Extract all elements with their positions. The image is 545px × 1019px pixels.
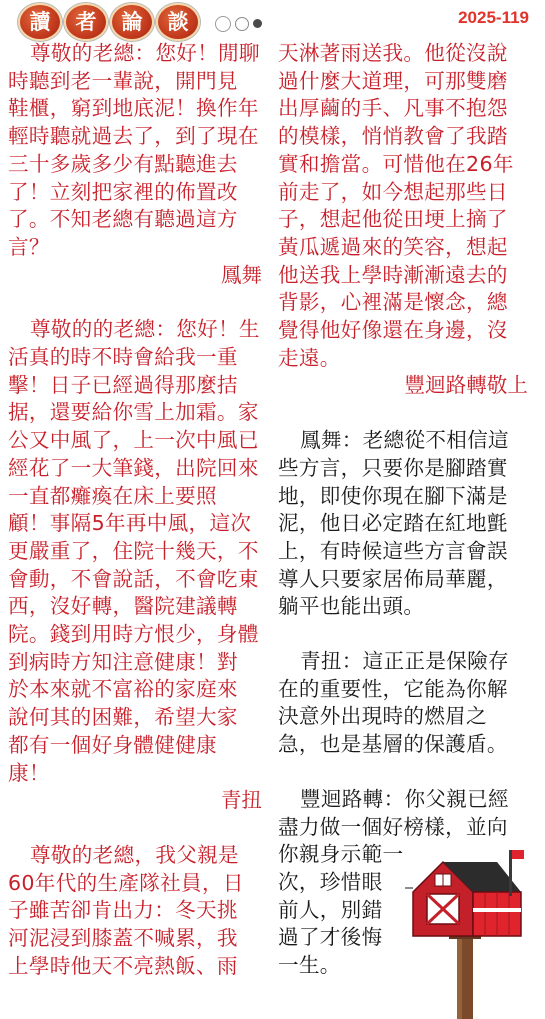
text-line: 豐迴路轉：你父親已經 [300,786,509,811]
text-line: 尊敬的老總，我父親是 [30,842,239,867]
text-line: 擊！日子已經過得那麼拮 [8,372,238,397]
text-line: 院。錢到用時方恨少，身體 [8,622,259,647]
text-line: 言？ [8,234,50,259]
text-line: 康！ [8,760,50,785]
text-line: 60年代的生產隊社員，日 [8,870,244,895]
header-badge-2: 者 [64,3,108,41]
text-line: 活真的時不時會給我一重 [8,345,238,370]
reply-fengwu [278,427,528,621]
mailbox-icon [405,848,525,1019]
text-line: 到病時方知注意健康！對 [8,649,238,674]
text-line: 一生。 [278,953,341,978]
letter-fengwei-part1 [8,842,262,981]
text-line: 黃瓜遞過來的笑容，想起 [278,234,508,259]
header-badge-3: 論 [110,3,154,41]
letter-fengwei-part2 [278,40,528,372]
text-line: 急，也是基層的保護盾。 [278,732,508,757]
text-line: 背影，心裡滿是懷念，總 [278,290,508,315]
signature-qingniu: 青扭 [220,788,262,813]
column-header [0,0,545,40]
text-line: 据，還要給你雪上加霜。家 [8,400,259,425]
text-line: 鳳舞：老總從不相信這 [300,428,509,453]
text-line: 次，珍惜眼 [278,869,383,894]
text-line: 輕時聽就過去了，到了現在 [8,124,259,149]
right-column [278,40,528,980]
text-line: 三十多歲多少有點聽進去 [8,151,238,176]
dot-large-icon [215,16,231,32]
text-line: 西，沒好轉，醫院建議轉 [8,594,238,619]
text-line: 覺得他好像還在身邊，沒 [278,318,508,343]
text-line: 天淋著雨送我。他從沒說 [278,41,508,65]
reply-qingniu [278,648,528,759]
text-line: 上，有時候這些方言會誤 [278,538,508,563]
text-line: 子，想起他從田埂上摘了 [278,207,508,232]
header-badge-4: 談 [156,3,200,41]
text-line: 一直都癱瘓在床上要照 [8,483,217,508]
issue-number: 2025-119 [458,8,529,27]
text-line: 的模樣，悄悄教會了我踏 [278,124,508,149]
signature-fengwu: 鳳舞 [220,262,262,287]
text-line: 過什麼大道理，可那雙磨 [278,68,508,93]
text-line: 尊敬的老總：您好！閒聊 [30,41,260,65]
text-line: 了。不知老總有聽過這方 [8,207,238,232]
text-line: 導人只要家居佈局華麗， [278,566,508,591]
text-line: 都有一個好身體健健康 [8,732,217,757]
letter-fengwu [8,40,262,262]
text-line: 於本來就不富裕的家庭來 [8,677,238,702]
text-line: 時聽到老一輩說，開門見 [8,68,238,93]
text-line: 地，即使你現在腳下滿是 [278,483,508,508]
text-line: 經花了一大筆錢，出院回來 [8,455,259,480]
text-line: 盡力做一個好榜樣，並向 [278,814,508,839]
dot-medium-icon [235,17,249,31]
letter-qingniu [8,316,262,787]
text-line: 了！立刻把家裡的佈置改 [8,179,238,204]
left-column [8,40,262,981]
text-line: 過了才後悔 [278,925,383,950]
text-line: 決意外出現時的燃眉之 [278,704,487,729]
dot-small-icon [253,19,262,28]
text-line: 上學時他天不亮熱飯、雨 [8,953,238,978]
text-line: 尊敬的的老總：您好！生 [30,317,260,342]
text-line: 躺平也能出頭。 [278,594,425,619]
decorative-dots-icon [215,13,266,27]
text-line: 前人，別錯 [278,897,383,922]
text-line: 更嚴重了，住院十幾天，不 [8,538,259,563]
text-line: 顧！事隔5年再中風，這次 [8,511,252,536]
text-line: 公又中風了，上一次中風已 [8,428,259,453]
text-line: 鞋櫃，窮到地底泥！換作年 [8,96,259,121]
text-line: 你親身示範一 [278,842,404,867]
text-line: 子雖苦卻肯出力：冬天挑 [8,898,238,923]
text-line: 會動，不會說話，不會吃東 [8,566,259,591]
text-line: 他送我上學時漸漸遠去的 [278,262,508,287]
signature-fengwei: 豐迴路轉敬上 [404,373,528,398]
text-line: 前走了，如今想起那些日 [278,179,508,204]
header-badge-1: 讀 [18,3,62,41]
text-line: 走遠。 [278,345,341,370]
text-line: 青扭：這正正是保險存 [300,649,509,674]
text-line: 實和擔當。可惜他在26年 [278,151,514,176]
text-line: 出厚繭的手、凡事不抱怨 [278,96,508,121]
text-line: 在的重要性，它能為你解 [278,676,508,701]
text-line: 說何其的困難，希望大家 [8,705,238,730]
text-line: 些方言，只要你是腳踏實 [278,455,508,480]
text-line: 河泥浸到膝蓋不喊累，我 [8,926,238,951]
text-line: 泥，他日必定踏在紅地氈 [278,511,508,536]
